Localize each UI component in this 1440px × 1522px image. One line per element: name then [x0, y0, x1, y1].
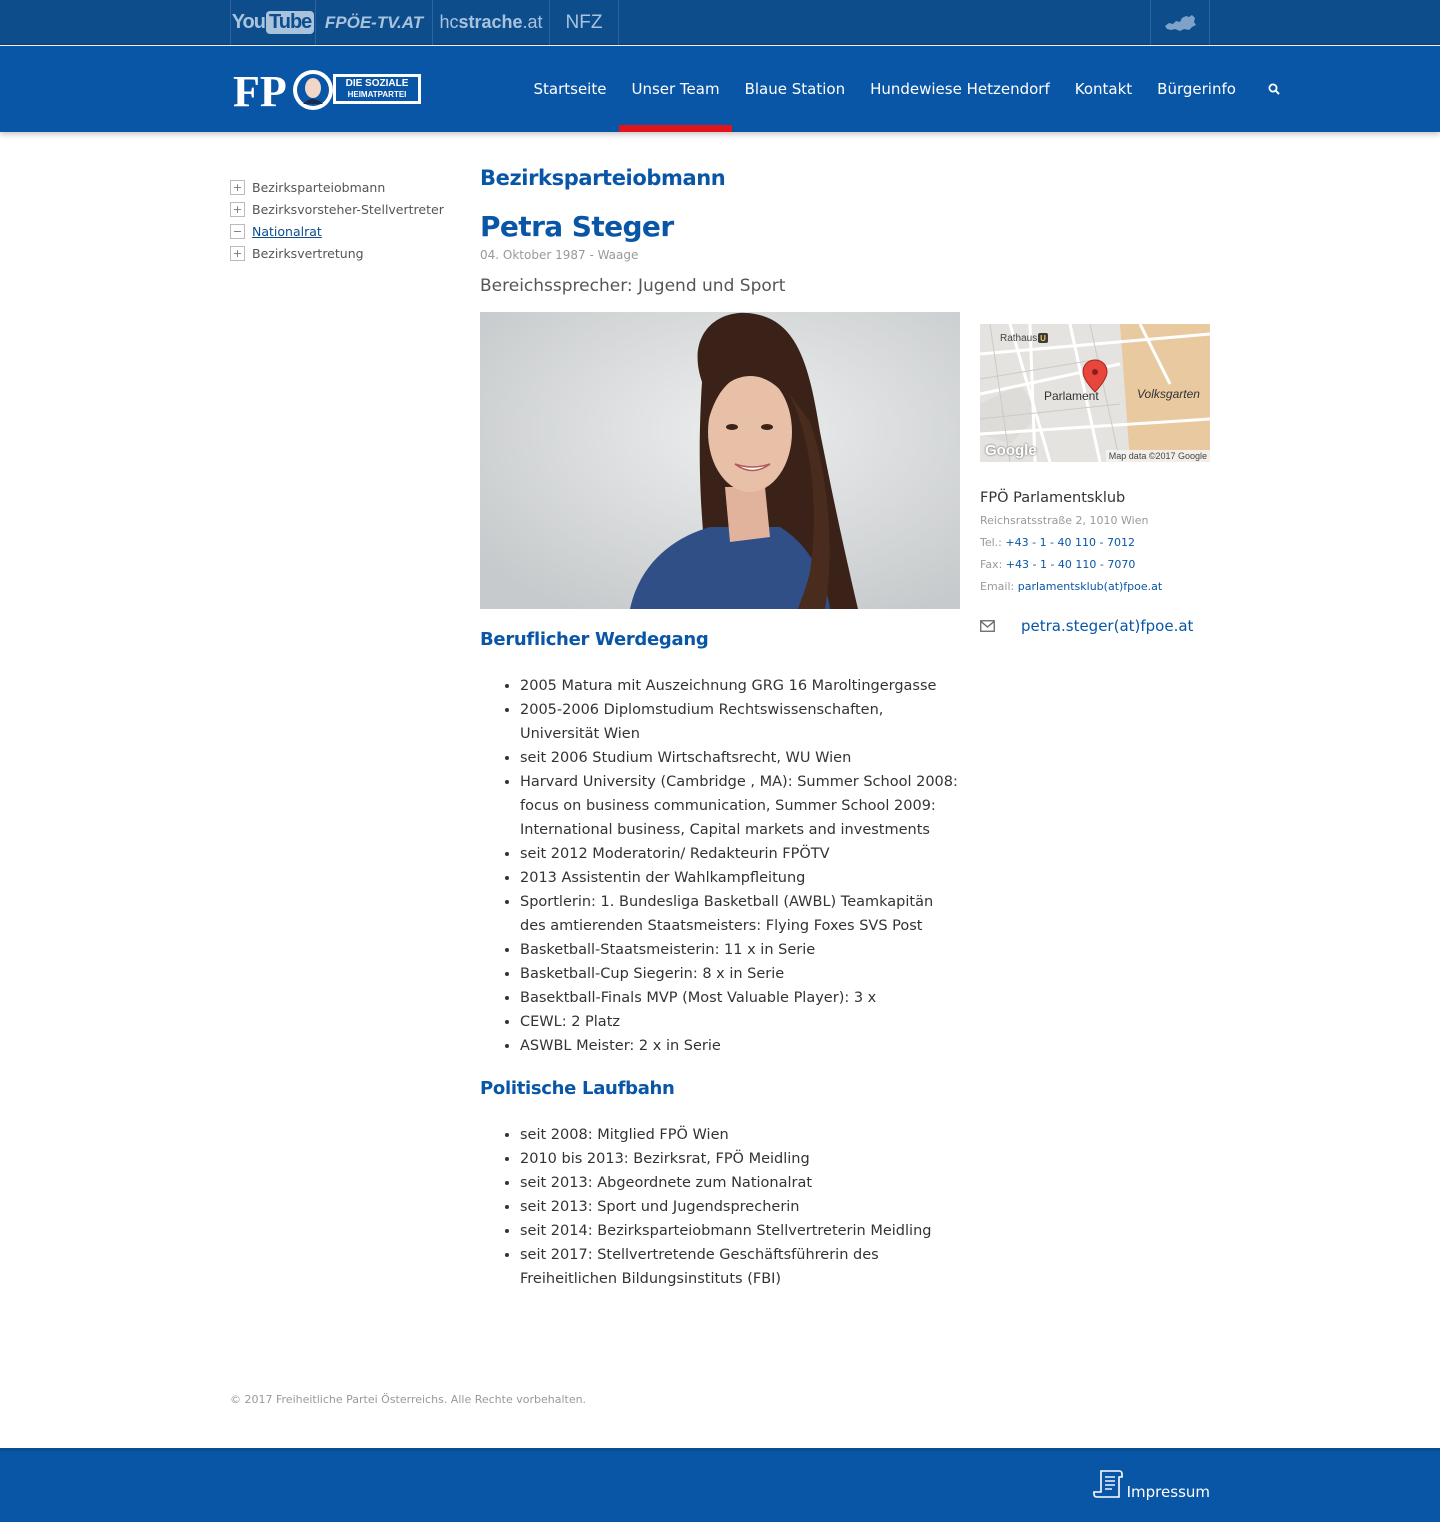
hc-text-b: strache: [458, 12, 523, 32]
phone-label: Tel.:: [980, 536, 1002, 549]
nav-unser-team[interactable]: Unser Team: [619, 46, 732, 132]
document-icon: [1093, 1469, 1125, 1501]
phone-line: [980, 536, 1210, 549]
list-item: • Harvard University (Cambridge , MA): Summer School 2008: focus on business communication, Summer School 2009: International business, Capital markets and investments: [520, 770, 960, 842]
sidebar-item-label: Bezirksvertretung: [252, 245, 364, 261]
list-item: • Basketball-Cup Siegerin: 8 x in Serie: [520, 962, 960, 986]
list-item: • 2005-2006 Diplomstudium Rechtswissenschaften, Universität Wien: [520, 698, 960, 746]
list-item: • seit 2012 Moderatorin/ Redakteurin FPÖTV: [520, 842, 960, 866]
nav-buergerinfo[interactable]: Bürgerinfo: [1157, 80, 1236, 98]
list-item: • CEWL: 2 Platz: [520, 1010, 960, 1034]
top-bar: [0, 0, 1440, 45]
svg-text:FP: FP: [233, 68, 287, 112]
collapse-icon[interactable]: −: [230, 224, 245, 239]
team-sidebar: [230, 176, 460, 264]
nfz-link[interactable]: NFZ: [550, 0, 619, 45]
fpoe-logo[interactable]: [233, 68, 423, 112]
youtube-text-a: You: [231, 11, 265, 33]
map-attribution: Map data ©2017 Google: [1106, 450, 1210, 462]
section-title: Bezirksparteiobmann: [480, 166, 726, 190]
contact-column: [980, 324, 1210, 635]
sidebar-item-bezirksparteiobmann[interactable]: [230, 176, 460, 198]
club-email-link[interactable]: parlamentsklub(at)fpoe.at: [1017, 580, 1163, 593]
impressum-link[interactable]: [1093, 1469, 1210, 1501]
expand-icon[interactable]: +: [230, 180, 245, 195]
sidebar-item-bezirksvertretung[interactable]: [230, 242, 460, 264]
page-footer: [0, 1448, 1440, 1522]
portrait-photo: [480, 312, 960, 609]
hc-text-c: .at: [522, 12, 543, 32]
expand-icon[interactable]: +: [230, 202, 245, 217]
youtube-text-b: Tube: [266, 11, 314, 34]
nav-startseite[interactable]: Startseite: [533, 80, 607, 98]
club-address: Reichsratsstraße 2, 1010 Wien: [980, 514, 1149, 527]
hcstrache-link[interactable]: [433, 0, 550, 45]
list-item: • Sportlerin: 1. Bundesliga Basketball (AWBL) Teamkapitän des amtierenden Staatsmeisters: Flying Foxes SVS Post: [520, 890, 960, 938]
phone-link[interactable]: +43 - 1 - 40 110 - 7012: [1005, 536, 1135, 549]
fax-label: Fax:: [980, 558, 1003, 571]
search-button[interactable]: [1248, 46, 1293, 132]
envelope-icon: [980, 620, 995, 632]
map-label-volksgarten: Volksgarten: [1137, 387, 1200, 401]
logo-badge-line2: HEIMATPARTEI: [347, 90, 407, 99]
search-icon: [1268, 83, 1280, 95]
list-item: • seit 2008: Mitglied FPÖ Wien: [520, 1123, 960, 1147]
fax-link[interactable]: +43 - 1 - 40 110 - 7070: [1005, 558, 1136, 571]
hc-text-a: hc: [439, 12, 459, 32]
list-item: • seit 2017: Stellvertretende Geschäftsführerin des Freiheitlichen Bildungsinstituts (FBI): [520, 1243, 960, 1291]
sidebar-item-label[interactable]: Nationalrat: [252, 223, 322, 239]
list-item: • seit 2013: Abgeordnete zum Nationalrat: [520, 1171, 960, 1195]
sidebar-item-bezirksvorsteher-stellvertreter[interactable]: [230, 198, 460, 220]
fpoe-tv-link[interactable]: FPÖE-TV.AT: [316, 0, 433, 45]
career-list: [480, 674, 960, 1058]
fax-line: [980, 558, 1210, 571]
map-label-rathaus: Rathaus: [1000, 333, 1038, 344]
expand-icon[interactable]: +: [230, 246, 245, 261]
svg-text:U: U: [1040, 334, 1046, 343]
personal-email-row: [980, 617, 1210, 635]
club-name: FPÖ Parlamentsklub: [980, 490, 1126, 506]
main-header: [0, 46, 1440, 132]
career-heading: Beruflicher Werdegang: [480, 629, 709, 650]
list-item: • seit 2013: Sport und Jugendsprecherin: [520, 1195, 960, 1219]
list-item: • 2010 bis 2013: Bezirksrat, FPÖ Meidling: [520, 1147, 960, 1171]
politics-list: [480, 1123, 960, 1291]
google-logo: Google: [985, 442, 1037, 459]
person-role: Bereichssprecher: Jugend und Sport: [480, 276, 786, 296]
logo-badge-line1: DIE SOZIALE: [345, 78, 409, 89]
personal-email-link[interactable]: petra.steger(at)fpoe.at: [1021, 617, 1194, 635]
nav-blaue-station[interactable]: Blaue Station: [744, 80, 846, 98]
club-email-line: [980, 580, 1210, 593]
person-name: Petra Steger: [480, 210, 674, 243]
list-item: • 2005 Matura mit Auszeichnung GRG 16 Maroltingergasse: [520, 674, 960, 698]
partner-links: [230, 0, 619, 45]
list-item: • seit 2006 Studium Wirtschaftsrecht, WU Wien: [520, 746, 960, 770]
youtube-link[interactable]: [231, 0, 316, 45]
sidebar-item-label: Bezirksvorsteher-Stellvertreter: [252, 201, 444, 217]
austria-map-icon: [1163, 12, 1197, 34]
sidebar-item-nationalrat[interactable]: [230, 220, 460, 242]
nav-hundewiese-hetzendorf[interactable]: Hundewiese Hetzendorf: [870, 80, 1050, 98]
nav-kontakt[interactable]: Kontakt: [1074, 80, 1133, 98]
map-label-parlament: Parlament: [1044, 389, 1099, 403]
main-nav: [521, 46, 1293, 132]
austria-map-link[interactable]: [1150, 0, 1210, 45]
list-item: • ASWBL Meister: 2 x in Serie: [520, 1034, 960, 1058]
sidebar-item-label: Bezirksparteiobmann: [252, 179, 386, 195]
list-item: • seit 2014: Bezirksparteiobmann Stellvertreterin Meidling: [520, 1219, 960, 1243]
politics-heading: Politische Laufbahn: [480, 1078, 675, 1099]
profile-main: [480, 166, 960, 1291]
birth-date: 04. Oktober 1987 - Waage: [480, 248, 639, 262]
list-item: • Basektball-Finals MVP (Most Valuable Player): 3 x: [520, 986, 960, 1010]
copyright: © 2017 Freiheitliche Partei Österreichs. Alle Rechte vorbehalten.: [230, 1393, 587, 1406]
list-item: • Basketball-Staatsmeisterin: 11 x in Serie: [520, 938, 960, 962]
list-item: • 2013 Assistentin der Wahlkampfleitung: [520, 866, 960, 890]
location-map[interactable]: [980, 324, 1210, 462]
impressum-label: Impressum: [1126, 1483, 1210, 1501]
email-label: Email:: [980, 580, 1015, 593]
